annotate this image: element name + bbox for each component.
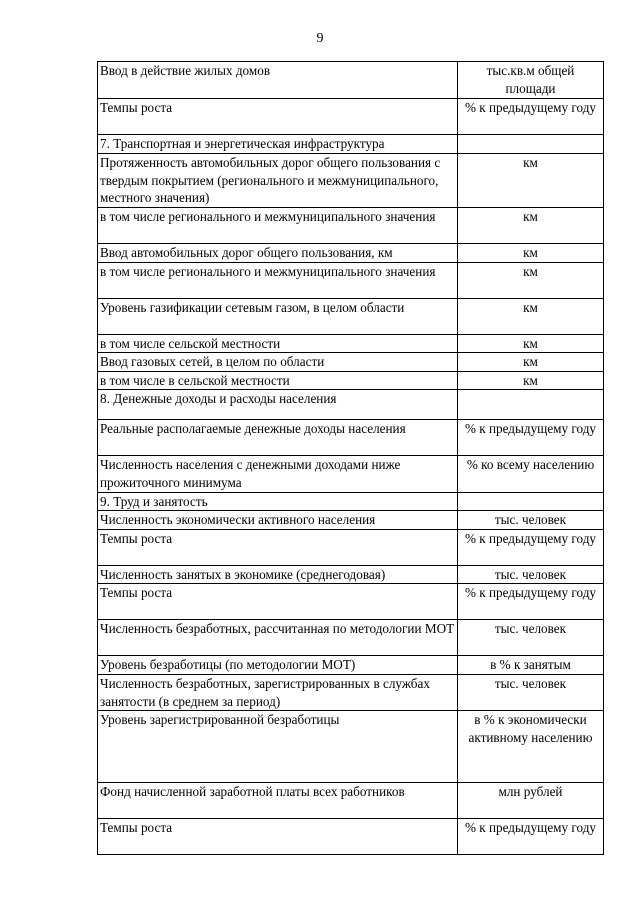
table-row — [98, 262, 604, 298]
indicator-name: Темпы роста — [98, 529, 458, 565]
indicator-unit: км — [458, 244, 604, 263]
table-row — [98, 99, 604, 135]
indicator-unit: км — [458, 334, 604, 353]
indicator-name: в том числе в сельской местности — [98, 371, 458, 390]
indicator-unit: тыс.кв.м общей площади — [458, 62, 604, 99]
table-row — [98, 456, 604, 492]
table-row — [98, 371, 604, 390]
table-row — [98, 511, 604, 530]
indicator-unit: тыс. человек — [458, 620, 604, 656]
indicator-unit: % к предыдущему году — [458, 99, 604, 135]
indicator-name: Фонд начисленной заработной платы всех работников — [98, 783, 458, 819]
indicator-name: Численность безработных, зарегистрированных в службах занятости (в среднем за период) — [98, 674, 458, 710]
indicator-name: Темпы роста — [98, 99, 458, 135]
section-header-row — [98, 135, 604, 154]
indicator-name: Численность безработных, рассчитанная по методологии МОТ — [98, 620, 458, 656]
indicator-unit: % к предыдущему году — [458, 420, 604, 456]
indicator-name: Уровень зарегистрированной безработицы — [98, 711, 458, 783]
indicator-name: Ввод в действие жилых домов — [98, 62, 458, 99]
table-row — [98, 420, 604, 456]
indicator-unit: км — [458, 298, 604, 334]
section-heading: 7. Транспортная и энергетическая инфраструктура — [98, 135, 458, 154]
indicator-unit: тыс. человек — [458, 511, 604, 530]
table-row — [98, 711, 604, 783]
table-row — [98, 244, 604, 263]
indicator-name: в том числе сельской местности — [98, 334, 458, 353]
page-number: 9 — [316, 31, 324, 46]
indicator-name: Темпы роста — [98, 584, 458, 620]
indicator-name: в том числе регионального и межмуниципального значения — [98, 208, 458, 244]
table-row — [98, 529, 604, 565]
table-row — [98, 565, 604, 584]
indicator-name: Уровень газификации сетевым газом, в целом области — [98, 298, 458, 334]
indicator-name: в том числе регионального и межмуниципального значения — [98, 262, 458, 298]
indicator-unit: тыс. человек — [458, 565, 604, 584]
section-header-row — [98, 492, 604, 511]
table-row — [98, 620, 604, 656]
indicator-name: Темпы роста — [98, 819, 458, 855]
indicator-name: Уровень безработицы (по методологии МОТ) — [98, 656, 458, 675]
table-row — [98, 819, 604, 855]
table-row — [98, 656, 604, 675]
indicator-unit: % ко всему населению — [458, 456, 604, 492]
table-row — [98, 584, 604, 620]
indicator-unit: тыс. человек — [458, 674, 604, 710]
indicator-unit: млн рублей — [458, 783, 604, 819]
indicator-name: Численность населения с денежными доходами ниже прожиточного минимума — [98, 456, 458, 492]
section-header-row — [98, 390, 604, 420]
indicator-unit — [458, 135, 604, 154]
indicator-unit — [458, 390, 604, 420]
indicator-name: Протяженность автомобильных дорог общего пользования с твердым покрытием (регионального и межмуниципального, местного значения) — [98, 154, 458, 208]
indicator-unit: % к предыдущему году — [458, 819, 604, 855]
indicator-unit: в % к занятым — [458, 656, 604, 675]
table-row — [98, 674, 604, 710]
indicator-unit: км — [458, 154, 604, 208]
table-row — [98, 783, 604, 819]
indicator-name: Реальные располагаемые денежные доходы населения — [98, 420, 458, 456]
table-row — [98, 154, 604, 208]
indicator-unit: км — [458, 371, 604, 390]
indicator-name: Ввод газовых сетей, в целом по области — [98, 353, 458, 372]
indicators-table — [97, 61, 604, 855]
indicator-unit: км — [458, 353, 604, 372]
indicator-unit: в % к экономически активному населению — [458, 711, 604, 783]
indicator-name: Численность занятых в экономике (среднегодовая) — [98, 565, 458, 584]
table-row — [98, 298, 604, 334]
indicator-unit: % к предыдущему году — [458, 529, 604, 565]
section-heading: 8. Денежные доходы и расходы населения — [98, 390, 458, 420]
indicator-unit: км — [458, 262, 604, 298]
table-row — [98, 208, 604, 244]
indicator-unit: % к предыдущему году — [458, 584, 604, 620]
indicator-name: Численность экономически активного населения — [98, 511, 458, 530]
table-row — [98, 334, 604, 353]
table-row — [98, 353, 604, 372]
section-heading: 9. Труд и занятость — [98, 492, 458, 511]
table-row — [98, 62, 604, 99]
indicator-unit — [458, 492, 604, 511]
indicator-name: Ввод автомобильных дорог общего пользования, км — [98, 244, 458, 263]
indicator-unit: км — [458, 208, 604, 244]
